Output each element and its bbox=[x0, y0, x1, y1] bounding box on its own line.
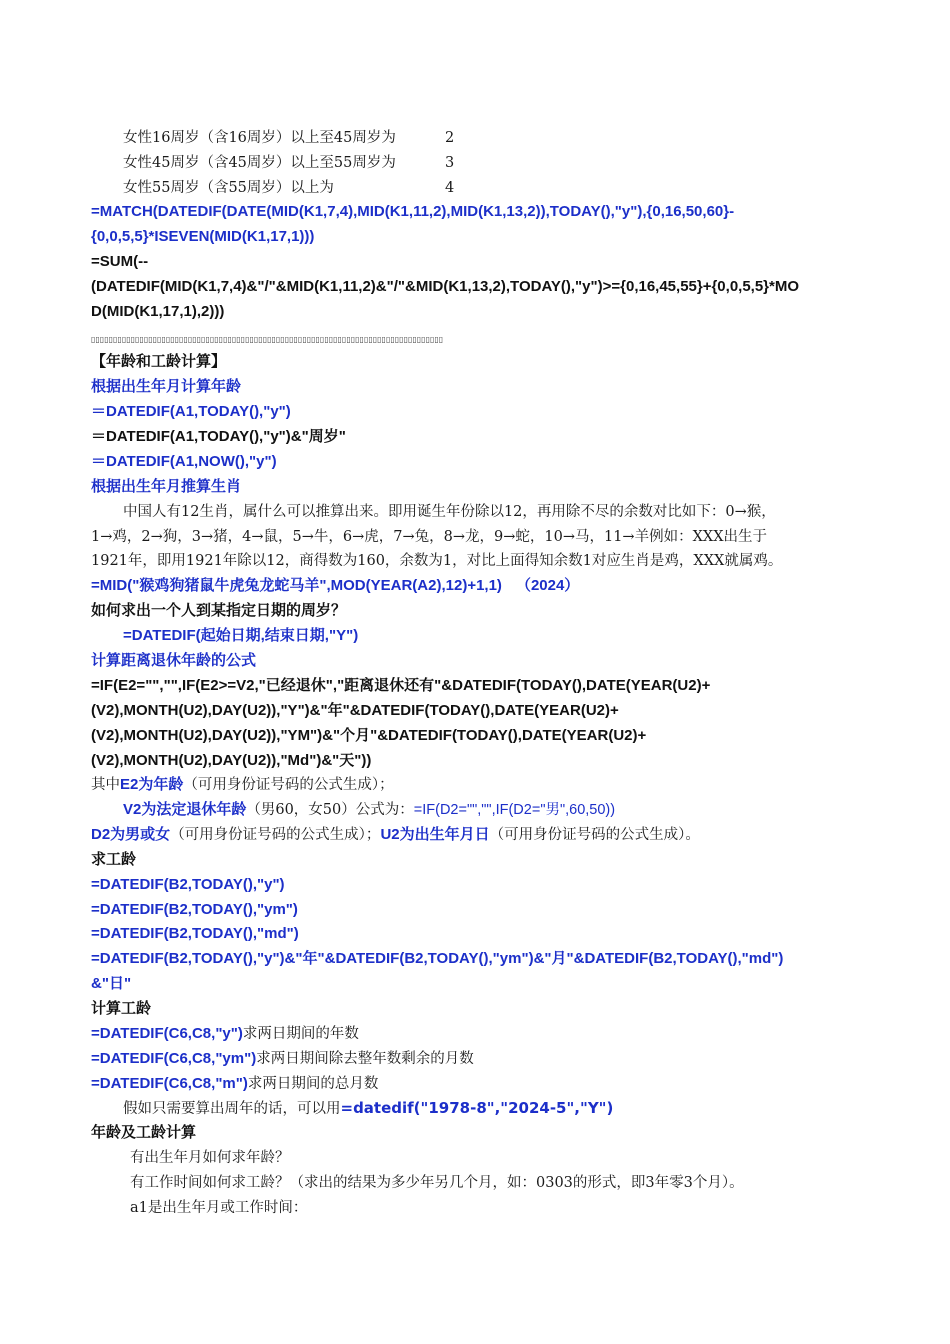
rule-text: 女性45周岁（含45周岁）以上至55周岁为 bbox=[123, 155, 396, 171]
formula-line: {0,0,5,5}*ISEVEN(MID(K1,17,1))) bbox=[91, 228, 315, 245]
paragraph-line: 1921年，即用1921年除以12，商得数为160，余数为1，对比上面得知余数1对应生肖是鸡，XXX就属鸡。 bbox=[91, 553, 783, 569]
formula-line: =MATCH(DATEDIF(DATE(MID(K1,7,4),MID(K1,11,2),MID(K1,13,2)),TODAY(),"y"),{0,16,50,60}- bbox=[91, 203, 735, 220]
formula-line bbox=[91, 576, 579, 596]
formula-line: ＝DATEDIF(A1,TODAY(),"y")&"周岁" bbox=[91, 428, 346, 445]
formula-line: ＝DATEDIF(A1,NOW(),"y") bbox=[91, 453, 277, 470]
text-line bbox=[123, 128, 455, 148]
note-key: D2为男或女 bbox=[91, 826, 171, 843]
separator-dots: ▯▯▯▯▯▯▯▯▯▯▯▯▯▯▯▯▯▯▯▯▯▯▯▯▯▯▯▯▯▯▯▯▯▯▯▯▯▯▯▯▯▯▯▯▯▯▯▯▯▯▯▯▯▯▯▯▯▯▯▯▯▯▯▯▯▯▯▯▯▯▯▯▯▯▯▯▯▯▯▯ bbox=[91, 335, 444, 344]
subheading: 年龄及工龄计算 bbox=[91, 1124, 197, 1141]
note-formula: =IF(D2="","",IF(D2="男",60,50)) bbox=[413, 802, 616, 818]
formula-line: =DATEDIF(B2,TODAY(),"y") bbox=[91, 876, 285, 893]
note-key: V2为法定退休年龄 bbox=[123, 801, 247, 818]
paragraph-line: 中国人有12生肖，属什么可以推算出来。即用诞生年份除以12，再用除不尽的余数对比如下：0→猴， bbox=[123, 504, 776, 520]
paragraph-line: 有工作时间如何求工龄？（求出的结果为多少年另几个月，如：0303的形式，即3年零3个月）。 bbox=[130, 1175, 744, 1191]
note-line bbox=[91, 775, 394, 795]
formula-line: D(MID(K1,17,1),2))) bbox=[91, 303, 225, 320]
formula-line bbox=[91, 1074, 378, 1094]
formula-line bbox=[91, 1049, 474, 1069]
formula-desc: 求两日期间除去整年数剩余的月数 bbox=[256, 1051, 474, 1067]
formula-text: =datedif("1978-8","2024-5","Y") bbox=[340, 1099, 614, 1117]
formula-line: (DATEDIF(MID(K1,7,4)&"/"&MID(K1,11,2)&"/"&MID(K1,13,2),TODAY(),"y")>={0,16,45,55}+{0,0,5,5}*MO bbox=[91, 278, 800, 295]
rule-value: 2 bbox=[445, 130, 455, 146]
formula-desc: 求两日期间的总月数 bbox=[247, 1076, 379, 1092]
formula-line: &"日" bbox=[91, 975, 132, 992]
note-key: E2为年龄 bbox=[120, 776, 184, 793]
subheading: 根据出生年月推算生肖 bbox=[91, 478, 242, 495]
rule-value: 3 bbox=[445, 155, 455, 171]
rule-text: 女性55周岁（含55周岁）以上为 bbox=[123, 180, 334, 196]
formula-text: =DATEDIF(C6,C8,"m") bbox=[91, 1075, 248, 1092]
text-line bbox=[123, 178, 455, 198]
subheading: 求工龄 bbox=[91, 851, 137, 868]
formula-desc: 求两日期间的年数 bbox=[242, 1026, 359, 1042]
formula-line: (V2),MONTH(U2),DAY(U2)),"Md")&"天")) bbox=[91, 752, 372, 769]
subheading: 计算工龄 bbox=[91, 1000, 152, 1017]
paragraph-text: 假如只需要算出周年的话，可以用 bbox=[123, 1101, 341, 1117]
note-text: 其中 bbox=[91, 777, 120, 793]
formula-line: =SUM(-- bbox=[91, 253, 149, 270]
rule-value: 4 bbox=[445, 180, 455, 196]
note-text: （可用身份证号码的公式生成）； bbox=[170, 827, 381, 843]
formula-text: =DATEDIF(C6,C8,"ym") bbox=[91, 1050, 257, 1067]
paragraph-line: 1→鸡，2→狗，3→猪，4→鼠，5→牛，6→虎，7→兔，8→龙，9→蛇，10→马，11→羊例如：XXX出生于 bbox=[91, 529, 768, 545]
formula-line bbox=[91, 1024, 359, 1044]
note-text: （可用身份证号码的公式生成）； bbox=[183, 777, 394, 793]
text-line bbox=[123, 153, 455, 173]
paragraph-line: a1是出生年月或工作时间： bbox=[130, 1200, 308, 1216]
formula-note: （2024） bbox=[515, 577, 580, 594]
formula-line: =DATEDIF(B2,TODAY(),"md") bbox=[91, 925, 299, 942]
subheading: 计算距离退休年龄的公式 bbox=[91, 652, 257, 669]
rule-text: 女性16周岁（含16周岁）以上至45周岁为 bbox=[123, 130, 396, 146]
note-text: （男60，女50）公式为： bbox=[246, 802, 414, 818]
subheading: 如何求出一个人到某指定日期的周岁？ bbox=[91, 602, 347, 619]
paragraph-line bbox=[123, 1098, 613, 1119]
formula-text: =DATEDIF(C6,C8,"y") bbox=[91, 1025, 243, 1042]
formula-line: ＝DATEDIF(A1,TODAY(),"y") bbox=[91, 403, 291, 420]
formula-line: (V2),MONTH(U2),DAY(U2)),"YM")&"个月"&DATEDIF(TODAY(),DATE(YEAR(U2)+ bbox=[91, 727, 647, 744]
note-line bbox=[91, 825, 700, 845]
subheading: 根据出生年月计算年龄 bbox=[91, 378, 242, 395]
note-key: U2为出生年月日 bbox=[380, 826, 490, 843]
note-text: （可用身份证号码的公式生成）。 bbox=[489, 827, 700, 843]
formula-line: =DATEDIF(B2,TODAY(),"ym") bbox=[91, 901, 298, 918]
formula-text: =MID("猴鸡狗猪鼠牛虎兔龙蛇马羊",MOD(YEAR(A2),12)+1,1) bbox=[91, 577, 502, 594]
formula-line: =IF(E2="","",IF(E2>=V2,"已经退休","距离退休还有"&DATEDIF(TODAY(),DATE(YEAR(U2)+ bbox=[91, 677, 711, 694]
formula-line: =DATEDIF(起始日期,结束日期,"Y") bbox=[123, 627, 359, 644]
paragraph-line: 有出生年月如何求年龄？ bbox=[130, 1150, 290, 1166]
section-heading: 【年龄和工龄计算】 bbox=[91, 353, 227, 370]
formula-line: (V2),MONTH(U2),DAY(U2)),"Y")&"年"&DATEDIF(TODAY(),DATE(YEAR(U2)+ bbox=[91, 702, 619, 719]
note-line bbox=[123, 800, 615, 820]
formula-line: =DATEDIF(B2,TODAY(),"y")&"年"&DATEDIF(B2,TODAY(),"ym")&"月"&DATEDIF(B2,TODAY(),"md") bbox=[91, 950, 784, 967]
